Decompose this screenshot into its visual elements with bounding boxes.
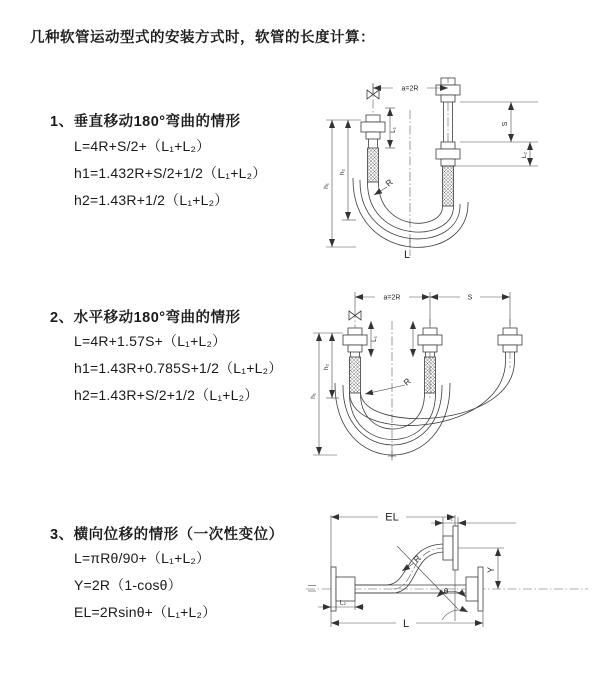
- dimension-EL: [331, 512, 455, 568]
- dim-label-EL: EL: [385, 511, 399, 524]
- section-3-formula-Y: Y=2R（1-cosθ）: [74, 577, 182, 593]
- bottom-tick: [388, 451, 396, 460]
- dim-label-h2: h₂: [323, 363, 330, 371]
- section-1-formula-L: L=4R+S/2+（L₁+L₂）: [74, 138, 211, 154]
- dim-label-L1: L₁: [371, 336, 378, 342]
- centerlines: [373, 84, 448, 256]
- braid-sleeve: [368, 148, 379, 182]
- braid-sleeve: [425, 357, 436, 393]
- length-label: L: [403, 249, 411, 261]
- length-callout: [404, 238, 410, 261]
- angle-label: θ: [443, 587, 449, 596]
- dimension-h1-h2: [323, 120, 361, 247]
- section-3-formula-EL: EL=2Rsinθ+（L₁+L₂）: [74, 604, 217, 620]
- upper-flange: [443, 526, 458, 570]
- radius-label: R: [401, 375, 413, 388]
- radius-label: R: [383, 176, 395, 189]
- braid-sleeve: [350, 357, 361, 393]
- middle-pipe-end: [418, 328, 442, 393]
- braid-sleeve: [443, 166, 454, 206]
- section-2-formula-h2: h2=1.43R+S/2+1/2（L₁+L₂）: [74, 387, 259, 403]
- page-title: 几种软管运动型式的安装方式时，软管的长度计算：: [30, 30, 375, 46]
- dim-label-S: S: [467, 294, 473, 302]
- dim-label-L2: L₂: [521, 151, 528, 159]
- dimension-L: [331, 611, 483, 630]
- dim-label-L1: L₁: [447, 515, 453, 522]
- section-1-formula-h2: h2=1.43R+1/2（L₁+L₂）: [74, 192, 229, 208]
- dim-label-a2R: a=2R: [401, 85, 419, 93]
- section-2-heading: 2、水平移动180°弯曲的情形: [50, 310, 241, 326]
- dim-label-h1: h₁: [310, 393, 317, 399]
- dim-label-a2R: a=2R: [383, 294, 401, 302]
- radius-callout: [365, 376, 413, 394]
- section-3-heading: 3、横向位移的情形（一次性变位）: [50, 527, 284, 543]
- dimension-h1-h2: [310, 333, 343, 455]
- dim-label-L: L: [402, 618, 410, 630]
- dimension-S-L2: [455, 102, 538, 166]
- dimension-L1: [385, 108, 397, 148]
- dimension-L2: [318, 600, 364, 611]
- dimension-a2R-S: [355, 292, 510, 326]
- radius-label: R: [411, 553, 423, 565]
- diagram-horizontal-180-bend: [305, 283, 595, 468]
- dim-label-Y: Y: [486, 566, 496, 574]
- dim-label-L2: L₂: [339, 599, 347, 607]
- dim-label-h1: h₁: [323, 183, 330, 189]
- hose-curves-primary: [335, 383, 450, 455]
- dim-label-S: S: [502, 121, 509, 127]
- diagram-vertical-180-bend: [308, 70, 588, 265]
- dimension-L1: [431, 515, 516, 536]
- section-2-formula-h1: h1=1.43R+0.785S+1/2（L₁+L₂）: [74, 360, 283, 376]
- section-1-heading: 1、垂直移动180°弯曲的情形: [50, 114, 241, 130]
- dim-label-h2: h₂: [339, 168, 346, 176]
- diagram-lateral-displacement: [298, 503, 598, 653]
- right-pipe-end: [436, 78, 460, 206]
- hose-curve: [355, 544, 445, 593]
- section-3-formula-L: L=πRθ/90+（L₁+L₂）: [74, 550, 211, 566]
- section-2-formula-L: L=4R+1.57S+（L₁+L₂）: [74, 333, 227, 349]
- left-pipe-end: [343, 311, 367, 393]
- section-1-formula-h1: h1=1.432R+S/2+1/2（L₁+L₂）: [74, 165, 267, 181]
- dim-label-L1: L₁: [390, 127, 397, 133]
